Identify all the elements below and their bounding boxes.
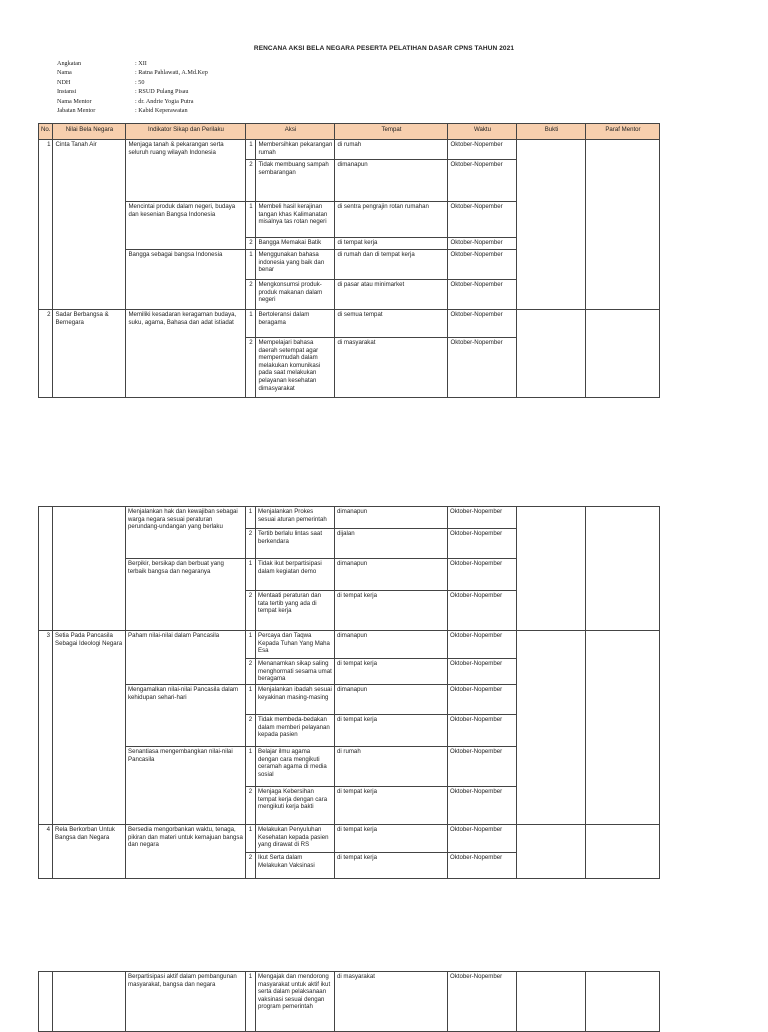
aksi-cell: Mentaati peraturan dan tata tertib yang ada di tempat kerja: [256, 591, 335, 631]
row-number: 4: [39, 825, 53, 879]
indikator-cell: Bersedia mengorbankan waktu, tenaga, pikiran dan materi untuk kemajuan bangsa dan negara: [126, 825, 246, 879]
header-nilai: Nilai Bela Negara: [53, 124, 126, 140]
action-plan-table-page-3: [38, 971, 660, 1032]
indikator-cell: Berpartisipasi aktif dalam pembangunan masyarakat, bangsa dan negara: [126, 972, 246, 1032]
waktu-cell: Oktober-Nopember: [448, 747, 517, 787]
info-value: : RSUD Pulang Pisau: [135, 88, 189, 96]
info-row-instansi: [57, 87, 208, 96]
tempat-cell: di tempat kerja: [335, 853, 448, 879]
aksi-cell: Mengajak dan mendorong masyarakat untuk aktif ikut serta dalam pelaksanaan vaksinasi sesuai dengan program pemerintah: [256, 972, 335, 1032]
waktu-cell: Oktober-Nopember: [448, 160, 517, 202]
tempat-cell: dimanapun: [335, 507, 448, 529]
aksi-number: 2: [246, 591, 256, 631]
aksi-cell: Ikut Serta dalam Melakukan Vaksinasi: [256, 853, 335, 879]
tempat-cell: dimanapun: [335, 685, 448, 715]
tempat-cell: di tempat kerja: [335, 787, 448, 825]
aksi-cell: Mengkonsumsi produk-produk makanan dalam negeri: [256, 280, 335, 310]
tempat-cell: di tempat kerja: [335, 825, 448, 853]
aksi-number: 1: [246, 972, 256, 1032]
aksi-number: 1: [246, 747, 256, 787]
waktu-cell: Oktober-Nopember: [448, 529, 517, 559]
tempat-cell: dijalan: [335, 529, 448, 559]
table-header-row: [39, 124, 660, 140]
waktu-cell: Oktober-Nopember: [448, 591, 517, 631]
waktu-cell: Oktober-Nopember: [448, 787, 517, 825]
info-row-jabatan: [57, 106, 208, 115]
aksi-number: 2: [246, 238, 256, 250]
document-title: RENCANA AKSI BELA NEGARA PESERTA PELATIHAN DASAR CPNS TAHUN 2021: [253, 45, 515, 52]
bukti-cell: [517, 507, 586, 631]
waktu-cell: Oktober-Nopember: [448, 631, 517, 659]
indikator-cell: Menjaga tanah & pekarangan serta seluruh ruang wilayah Indonesia: [126, 140, 246, 202]
tempat-cell: di pasar atau minimarket: [335, 280, 448, 310]
aksi-cell: Belajar ilmu agama dengan cara mengikuti ceramah agama di media sosial: [256, 747, 335, 787]
bukti-cell: [517, 631, 586, 825]
waktu-cell: Oktober-Nopember: [448, 853, 517, 879]
row-number: [39, 972, 53, 1032]
tempat-cell: di tempat kerja: [335, 715, 448, 747]
row-number: 1: [39, 140, 53, 310]
table-row: [39, 140, 660, 160]
info-label: Instansi: [57, 88, 77, 96]
action-plan-table-page-2: [38, 506, 660, 879]
aksi-cell: Mempelajari bahasa daerah setempat agar mempermudah dalam melakukan komunikasi pada saat melakukan pelayanan kesehatan dimasyarakat: [256, 338, 335, 398]
tempat-cell: di sentra pengrajin rotan rumahan: [335, 202, 448, 238]
tempat-cell: di semua tempat: [335, 310, 448, 338]
info-label: Angkatan: [57, 60, 82, 67]
aksi-cell: Menanamkan sikap saling menghormati sesama umat beragama: [256, 659, 335, 685]
tempat-cell: di tempat kerja: [335, 591, 448, 631]
aksi-cell: Tidak membeda-bedakan dalam memberi pelayanan kepada pasien: [256, 715, 335, 747]
info-row-ndh: [57, 78, 208, 87]
aksi-number: 2: [246, 529, 256, 559]
aksi-cell: Bertoleransi dalam beragama: [256, 310, 335, 338]
tempat-cell: dimanapun: [335, 160, 448, 202]
aksi-cell: Membersihkan pekarangan rumah: [256, 140, 335, 160]
info-row-nama: [57, 68, 208, 77]
aksi-number: 2: [246, 787, 256, 825]
aksi-number: 2: [246, 659, 256, 685]
waktu-cell: Oktober-Nopember: [448, 507, 517, 529]
aksi-number: 2: [246, 715, 256, 747]
waktu-cell: Oktober-Nopember: [448, 202, 517, 238]
aksi-number: 1: [246, 825, 256, 853]
table-row: [39, 507, 660, 529]
waktu-cell: Oktober-Nopember: [448, 685, 517, 715]
info-label: Nama: [57, 69, 72, 77]
nilai-cell: [53, 507, 126, 631]
aksi-number: 1: [246, 631, 256, 659]
table-row: [39, 825, 660, 853]
action-plan-table-page-1: [38, 123, 660, 398]
paraf-cell: [586, 310, 660, 398]
aksi-number: 2: [246, 160, 256, 202]
indikator-cell: Menjalankan hak dan kewajiban sebagai warga negara sesuai peraturan perundang-undangan yang berlaku: [126, 507, 246, 559]
info-label: Nama Mentor: [57, 97, 92, 105]
nilai-cell: Setia Pada Pancasila Sebagai Ideologi Negara: [53, 631, 126, 825]
nilai-cell: [53, 972, 126, 1032]
info-value: : Ratna Pahlawati, A.Md.Kep: [135, 69, 208, 77]
aksi-number: 1: [246, 250, 256, 280]
info-value: : 50: [135, 78, 145, 86]
participant-info: [57, 59, 208, 115]
header-indikator: Indikator Sikap dan Perilaku: [126, 124, 246, 140]
row-number: [39, 507, 53, 631]
indikator-cell: Paham nilai-nilai dalam Pancasila: [126, 631, 246, 685]
info-row-mentor: [57, 97, 208, 106]
aksi-cell: Tertib berlalu lintas saat berkendara: [256, 529, 335, 559]
indikator-cell: Memiliki kesadaran keragaman budaya, suku, agama, Bahasa dan adat istiadat: [126, 310, 246, 398]
info-value: : Kabid Keperawatan: [135, 107, 188, 115]
bukti-cell: [517, 140, 586, 310]
info-value: : XII: [135, 60, 147, 67]
row-number: 2: [39, 310, 53, 398]
table-row: [39, 310, 660, 338]
table-row: [39, 631, 660, 659]
aksi-number: 1: [246, 559, 256, 591]
aksi-cell: Bangga Memakai Batik: [256, 238, 335, 250]
indikator-cell: Mencintai produk dalam negeri, budaya dan kesenian Bangsa Indonesia: [126, 202, 246, 250]
waktu-cell: Oktober-Nopember: [448, 338, 517, 398]
aksi-cell: Menggunakan bahasa indonesia yang baik dan benar: [256, 250, 335, 280]
aksi-number: 1: [246, 685, 256, 715]
aksi-number: 2: [246, 338, 256, 398]
aksi-cell: Melakukan Penyuluhan Kesehatan kepada pasien yang dirawat di RS: [256, 825, 335, 853]
indikator-cell: Senantiasa mengembangkan nilai-nilai Pancasila: [126, 747, 246, 825]
bukti-cell: [517, 825, 586, 879]
tempat-cell: di masyarakat: [335, 972, 448, 1032]
aksi-number: 2: [246, 853, 256, 879]
tempat-cell: dimanapun: [335, 631, 448, 659]
nilai-cell: Rela Berkorban Untuk Bangsa dan Negara: [53, 825, 126, 879]
header-paraf: Paraf Mentor: [586, 124, 660, 140]
indikator-cell: Bangga sebagai bangsa Indonesia: [126, 250, 246, 310]
waktu-cell: Oktober-Nopember: [448, 715, 517, 747]
paraf-cell: [586, 972, 660, 1032]
tempat-cell: di masyarakat: [335, 338, 448, 398]
aksi-number: 1: [246, 507, 256, 529]
aksi-number: 1: [246, 310, 256, 338]
tempat-cell: di rumah dan di tempat kerja: [335, 250, 448, 280]
tempat-cell: di rumah: [335, 747, 448, 787]
paraf-cell: [586, 825, 660, 879]
aksi-number: 1: [246, 140, 256, 160]
header-tempat: Tempat: [335, 124, 448, 140]
tempat-cell: di rumah: [335, 140, 448, 160]
header-aksi: Aksi: [246, 124, 335, 140]
bukti-cell: [517, 972, 586, 1032]
info-value: : dr. Andrie Yogia Putra: [135, 97, 194, 105]
waktu-cell: Oktober-Nopember: [448, 238, 517, 250]
nilai-cell: Sadar Berbangsa & Bernegara: [53, 310, 126, 398]
info-label: Jabatan Mentor: [57, 107, 96, 115]
tempat-cell: di tempat kerja: [335, 659, 448, 685]
waktu-cell: Oktober-Nopember: [448, 140, 517, 160]
aksi-cell: Tidak ikut berpartisipasi dalam kegiatan demo: [256, 559, 335, 591]
nilai-cell: Cinta Tanah Air: [53, 140, 126, 310]
waktu-cell: Oktober-Nopember: [448, 659, 517, 685]
paraf-cell: [586, 507, 660, 631]
tempat-cell: dimanapun: [335, 559, 448, 591]
waktu-cell: Oktober-Nopember: [448, 559, 517, 591]
aksi-cell: Membeli hasil kerajinan tangan khas Kalimanatan misalnya tas rotan negeri: [256, 202, 335, 238]
info-label: NDH: [57, 78, 71, 86]
aksi-cell: Percaya dan Taqwa Kepada Tuhan Yang Maha Esa: [256, 631, 335, 659]
header-waktu: Waktu: [448, 124, 517, 140]
row-number: 3: [39, 631, 53, 825]
aksi-cell: Menjalankan Prokes sesuai aturan pemerintah: [256, 507, 335, 529]
header-bukti: Bukti: [517, 124, 586, 140]
bukti-cell: [517, 310, 586, 398]
table-row: [39, 972, 660, 1032]
waktu-cell: Oktober-Nopember: [448, 310, 517, 338]
paraf-cell: [586, 140, 660, 310]
waktu-cell: Oktober-Nopember: [448, 280, 517, 310]
indikator-cell: Berpikir, bersikap dan berbuat yang terbaik bangsa dan negaranya: [126, 559, 246, 631]
waktu-cell: Oktober-Nopember: [448, 825, 517, 853]
info-row-angkatan: [57, 59, 208, 68]
paraf-cell: [586, 631, 660, 825]
indikator-cell: Mengamalkan nilai-nilai Pancasila dalam kehidupan sehari-hari: [126, 685, 246, 747]
header-no: No.: [39, 124, 53, 140]
aksi-number: 2: [246, 280, 256, 310]
waktu-cell: Oktober-Nopember: [448, 250, 517, 280]
tempat-cell: di tempat kerja: [335, 238, 448, 250]
aksi-cell: Menjaga Kebersihan tempat kerja dengan cara mengikuti kerja bakti: [256, 787, 335, 825]
aksi-cell: Menjalankan ibadah sesuai keyakinan masing-masing: [256, 685, 335, 715]
waktu-cell: Oktober-Nopember: [448, 972, 517, 1032]
aksi-number: 1: [246, 202, 256, 238]
aksi-cell: Tidak membuang sampah sembarangan: [256, 160, 335, 202]
